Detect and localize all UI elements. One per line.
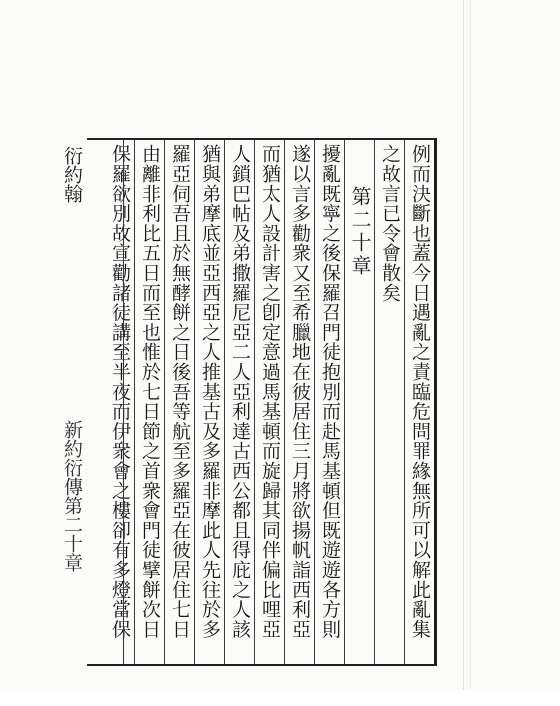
text-column: 擾亂既寧之後保羅召門徒抱別而赴馬基頓但既遊遊各方則	[319, 144, 341, 639]
page-edge	[463, 0, 464, 690]
page-gutter	[87, 140, 124, 664]
text-column: 例而決斷也蓋今日遇亂之責臨危問罪緣無所可以解此亂集	[409, 144, 431, 639]
gutter-title: 衍約翰	[61, 146, 83, 203]
text-column: 由離非利比五日而至也惟於七日節之首衆會門徒擘餅次日	[139, 144, 161, 639]
text-column: 遂以言多勸衆又至希臘地在彼居住三月將欲揚帆詣西利亞	[289, 144, 311, 639]
chapter-heading: 第二十章	[348, 186, 372, 278]
gutter-chapter: 新約衍傳第二十章	[61, 420, 83, 572]
text-column: 而猶太人設計害之卽定意過馬基頓而旋歸其同伴偏比哩亞	[259, 144, 281, 639]
text-column: 猶與弟摩底並亞西亞之人推基古及多羅非摩此人先往於多	[199, 144, 221, 639]
page-edge	[470, 0, 471, 690]
text-column: 之故言已令會散矣	[379, 144, 401, 303]
text-column: 羅亞伺吾且於無酵餅之日後吾等航至多羅亞在彼居住七日	[169, 144, 191, 639]
text-block	[61, 138, 437, 666]
text-column: 保羅欲別故宣勸諸徒講至半夜而伊衆會之樓卻有多燈當保	[109, 144, 131, 639]
text-column: 人鎖巴帖及弟撒羅尼亞二人亞利達古西公都且得庇之人該	[229, 144, 251, 639]
